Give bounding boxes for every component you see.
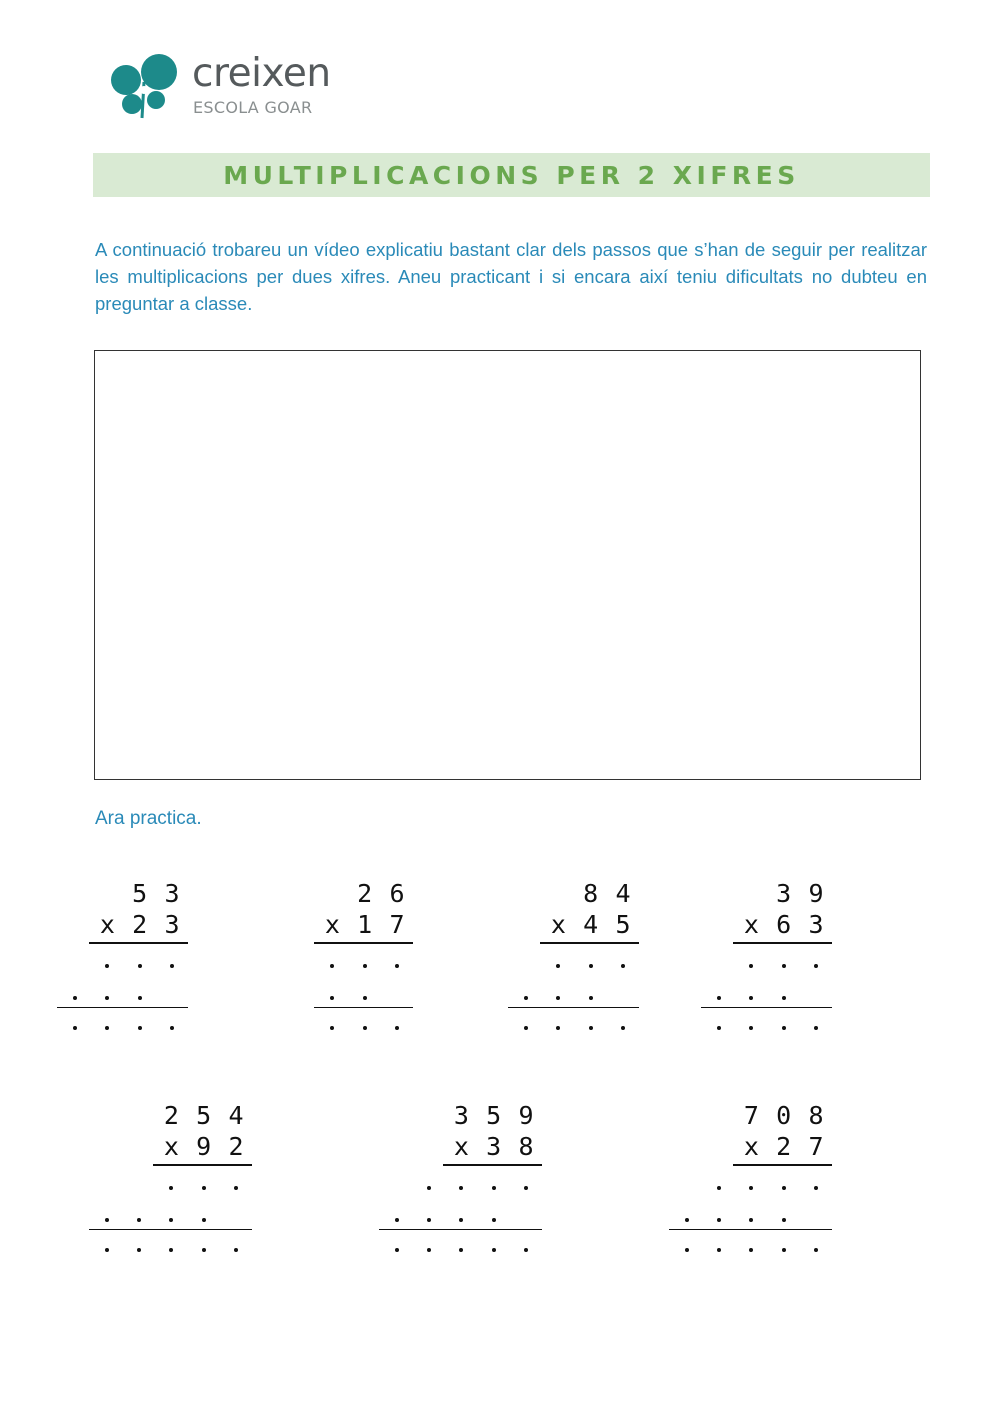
answer-blank (589, 996, 593, 1000)
digit: 3 (164, 879, 180, 908)
digit: 9 (808, 879, 824, 908)
digit: 3 (453, 1101, 469, 1130)
intro-paragraph: A continuació trobareu un vídeo explicatiu bastant clar dels passos que s’han de seguir per realitzar les multiplicacions per dues xifres. Aneu practicant i si encara així teniu dificultats no dubteu en preguntar a classe. (95, 239, 927, 314)
digit: 3 (164, 910, 180, 939)
product-line (733, 1164, 832, 1166)
answer-blank (202, 1218, 206, 1222)
digit: 7 (743, 1101, 759, 1130)
answer-blank (395, 964, 399, 968)
sum-line (314, 1007, 413, 1008)
title-banner (93, 153, 930, 197)
answer-blank (427, 1248, 431, 1252)
answer-blank (234, 1248, 238, 1252)
answer-blank (814, 964, 818, 968)
digit: 5 (486, 1101, 502, 1130)
digit: 2 (228, 1132, 244, 1161)
product-line (733, 942, 832, 944)
answer-blank (717, 996, 721, 1000)
answer-blank (105, 964, 109, 968)
answer-blank (459, 1186, 463, 1190)
answer-blank (749, 964, 753, 968)
answer-blank (556, 1026, 560, 1030)
answer-blank (138, 996, 142, 1000)
digit: 4 (583, 910, 599, 939)
answer-blank (170, 964, 174, 968)
answer-blank (330, 964, 334, 968)
digit: 8 (808, 1101, 824, 1130)
answer-blank (363, 996, 367, 1000)
logo-subtitle: ESCOLA GOAR (193, 98, 313, 117)
logo-wordmark: creixen (192, 51, 331, 96)
answer-blank (782, 1186, 786, 1190)
answer-blank (621, 1026, 625, 1030)
answer-blank (234, 1186, 238, 1190)
answer-blank (202, 1248, 206, 1252)
product-line (540, 942, 639, 944)
answer-blank (363, 1026, 367, 1030)
answer-blank (524, 1026, 528, 1030)
digit: 3 (486, 1132, 502, 1161)
answer-blank (782, 996, 786, 1000)
sum-line (508, 1007, 639, 1008)
answer-blank (685, 1218, 689, 1222)
answer-blank (169, 1186, 173, 1190)
digit: 5 (132, 879, 148, 908)
sum-line (379, 1229, 542, 1230)
digit: 7 (389, 910, 405, 939)
answer-blank (749, 1026, 753, 1030)
answer-blank (395, 1026, 399, 1030)
answer-blank (782, 1026, 786, 1030)
answer-blank (524, 1248, 528, 1252)
product-line (443, 1164, 542, 1166)
answer-blank (395, 1218, 399, 1222)
answer-blank (169, 1248, 173, 1252)
digit: 2 (132, 910, 148, 939)
answer-blank (137, 1218, 141, 1222)
digit: 7 (808, 1132, 824, 1161)
page-title: MULTIPLICACIONS PER 2 XIFRES (223, 160, 800, 190)
answer-blank (685, 1248, 689, 1252)
answer-blank (749, 1186, 753, 1190)
answer-blank (202, 1186, 206, 1190)
answer-blank (492, 1218, 496, 1222)
digit: 9 (196, 1132, 212, 1161)
answer-blank (138, 1026, 142, 1030)
answer-blank (717, 1186, 721, 1190)
answer-blank (814, 1186, 818, 1190)
answer-blank (717, 1026, 721, 1030)
digit: 3 (808, 910, 824, 939)
answer-blank (749, 1248, 753, 1252)
answer-blank (105, 996, 109, 1000)
butterfly-logo-icon (106, 52, 186, 122)
digit: 2 (357, 879, 373, 908)
times-sign: x (163, 1132, 179, 1161)
answer-blank (589, 964, 593, 968)
answer-blank (363, 964, 367, 968)
answer-blank (814, 1026, 818, 1030)
answer-blank (169, 1218, 173, 1222)
digit: 2 (163, 1101, 179, 1130)
answer-blank (621, 964, 625, 968)
answer-blank (782, 964, 786, 968)
product-line (314, 942, 413, 944)
answer-blank (138, 964, 142, 968)
answer-blank (717, 1248, 721, 1252)
digit: 6 (776, 910, 792, 939)
sum-line (701, 1007, 832, 1008)
answer-blank (524, 1186, 528, 1190)
digit: 2 (776, 1132, 792, 1161)
answer-blank (105, 1026, 109, 1030)
video-embed-area[interactable] (94, 350, 921, 780)
times-sign: x (743, 1132, 759, 1161)
digit: 5 (615, 910, 631, 939)
times-sign: x (550, 910, 566, 939)
practice-label: Ara practica. (95, 808, 202, 829)
sum-line (57, 1007, 188, 1008)
times-sign: x (324, 910, 340, 939)
answer-blank (427, 1186, 431, 1190)
answer-blank (395, 1248, 399, 1252)
answer-blank (170, 1026, 174, 1030)
answer-blank (556, 996, 560, 1000)
digit: 4 (615, 879, 631, 908)
digit: 3 (776, 879, 792, 908)
answer-blank (427, 1218, 431, 1222)
answer-blank (105, 1248, 109, 1252)
answer-blank (749, 1218, 753, 1222)
product-line (153, 1164, 252, 1166)
answer-blank (749, 996, 753, 1000)
answer-blank (492, 1186, 496, 1190)
times-sign: x (743, 910, 759, 939)
digit: 0 (776, 1101, 792, 1130)
digit: 8 (518, 1132, 534, 1161)
digit: 5 (196, 1101, 212, 1130)
answer-blank (105, 1218, 109, 1222)
digit: 9 (518, 1101, 534, 1130)
digit: 4 (228, 1101, 244, 1130)
answer-blank (589, 1026, 593, 1030)
answer-blank (330, 1026, 334, 1030)
digit: 1 (357, 910, 373, 939)
answer-blank (556, 964, 560, 968)
answer-blank (459, 1248, 463, 1252)
answer-blank (524, 996, 528, 1000)
product-line (89, 942, 188, 944)
answer-blank (330, 996, 334, 1000)
answer-blank (459, 1218, 463, 1222)
school-logo (106, 52, 356, 122)
digit: 6 (389, 879, 405, 908)
answer-blank (782, 1248, 786, 1252)
sum-line (89, 1229, 252, 1230)
answer-blank (73, 1026, 77, 1030)
answer-blank (137, 1248, 141, 1252)
digit: 8 (583, 879, 599, 908)
sum-line (669, 1229, 832, 1230)
answer-blank (73, 996, 77, 1000)
answer-blank (782, 1218, 786, 1222)
answer-blank (492, 1248, 496, 1252)
times-sign: x (99, 910, 115, 939)
answer-blank (717, 1218, 721, 1222)
times-sign: x (453, 1132, 469, 1161)
answer-blank (814, 1248, 818, 1252)
